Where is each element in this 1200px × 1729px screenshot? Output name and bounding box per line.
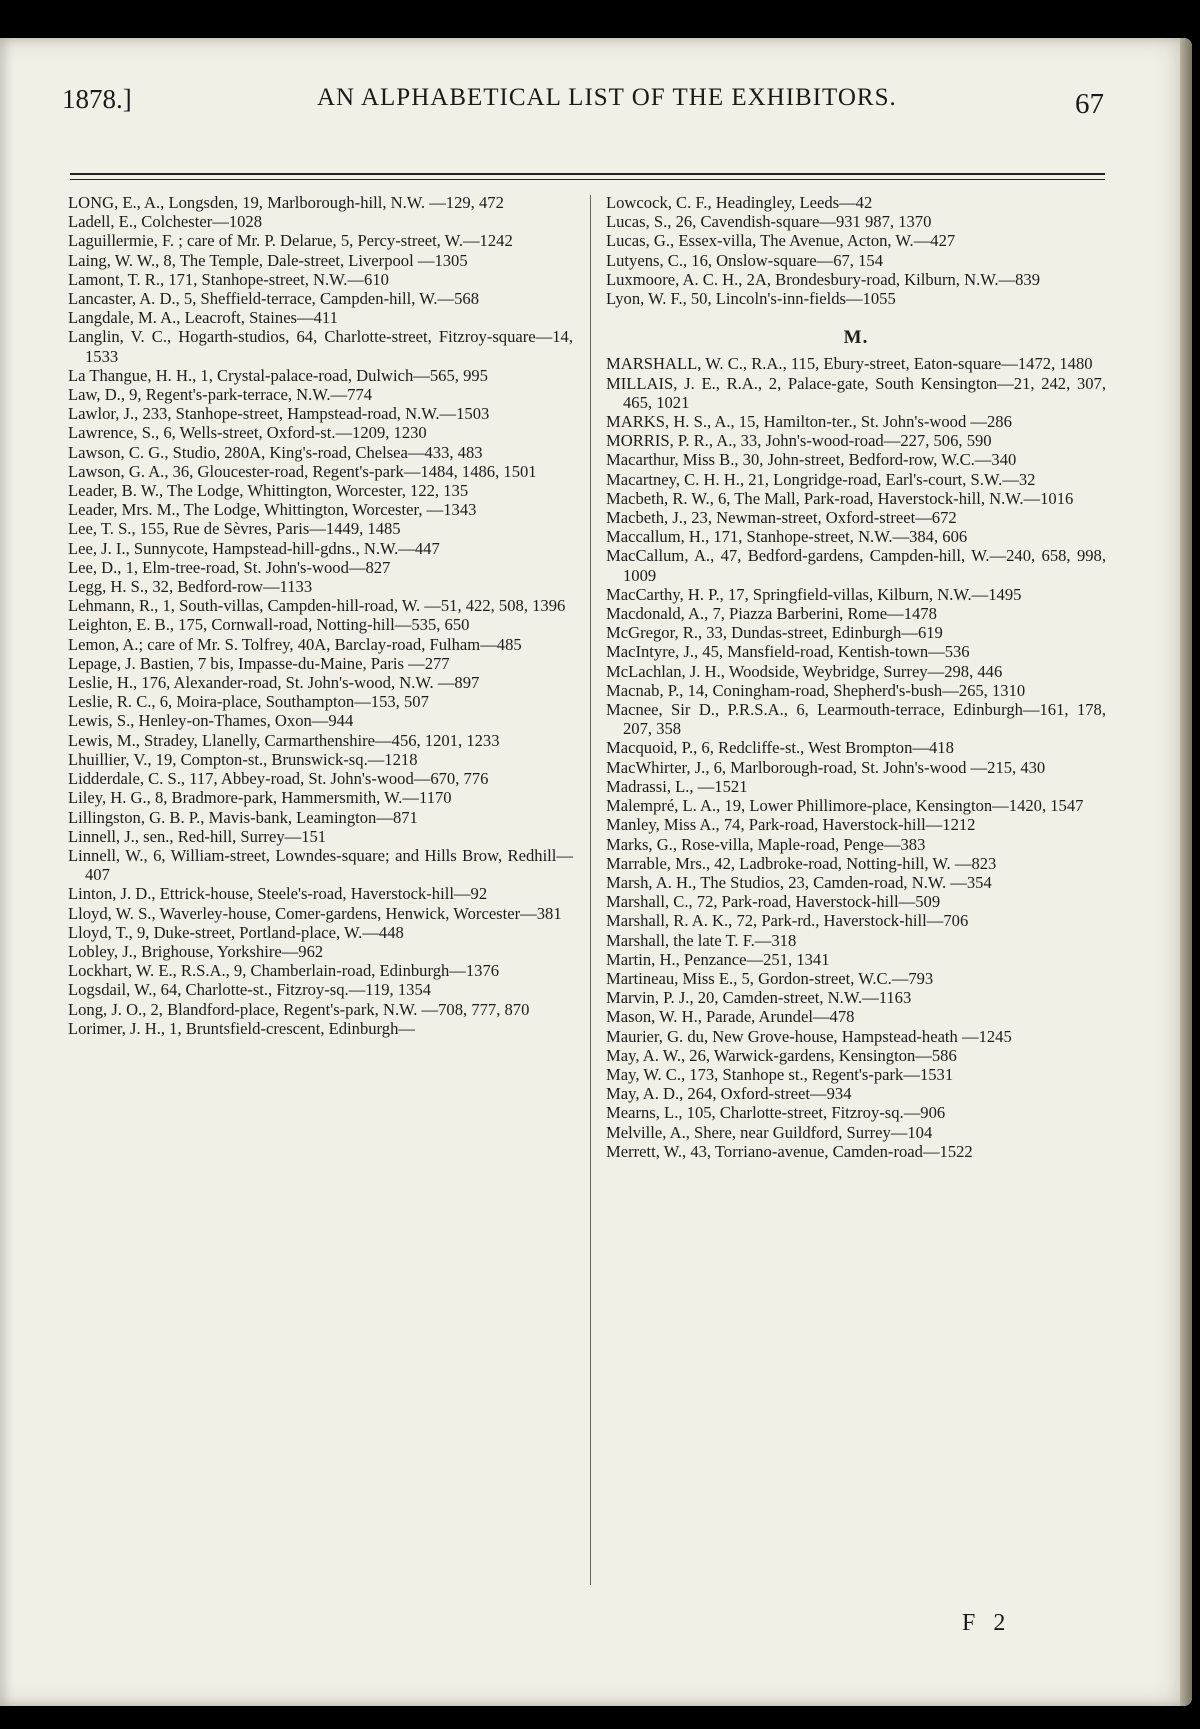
exhibitor-entry: Madrassi, L., —1521 bbox=[606, 776, 748, 796]
exhibitor-entry: Melville, A., Shere, near Guildford, Surrey—104 bbox=[606, 1122, 933, 1142]
exhibitor-entry: Linnell, W., 6, William-street, Lowndes-square; and Hills Brow, Redhill—407 bbox=[68, 845, 573, 885]
exhibitor-entry: Martineau, Miss E., 5, Gordon-street, W.C.—793 bbox=[606, 968, 934, 988]
exhibitor-entry: Legg, H. S., 32, Bedford-row—1133 bbox=[68, 577, 313, 597]
exhibitor-entry: Lee, D., 1, Elm-tree-road, St. John's-wood—827 bbox=[68, 557, 391, 577]
exhibitor-entry: Linton, J. D., Ettrick-house, Steele's-road, Haverstock-hill—92 bbox=[68, 884, 488, 904]
exhibitor-entry: Lockhart, W. E., R.S.A., 9, Chamberlain-road, Edinburgh—1376 bbox=[68, 961, 500, 981]
exhibitor-entry: Liley, H. G., 8, Bradmore-park, Hammersmith, W.—1170 bbox=[68, 788, 452, 808]
header-year: 1878.] bbox=[62, 84, 132, 114]
exhibitor-entry: Merrett, W., 43, Torriano-avenue, Camden-road—1522 bbox=[606, 1141, 973, 1161]
exhibitor-entry: Macbeth, J., 23, Newman-street, Oxford-street—672 bbox=[606, 508, 957, 528]
exhibitor-entry: Long, J. O., 2, Blandford-place, Regent's-park, N.W. —708, 777, 870 bbox=[68, 999, 530, 1019]
header-rule-thin bbox=[70, 179, 1105, 180]
exhibitor-entry: Logsdail, W., 64, Charlotte-st., Fitzroy-sq.—119, 1354 bbox=[68, 980, 432, 1000]
exhibitor-entry: Mearns, L., 105, Charlotte-street, Fitzroy-sq.—906 bbox=[606, 1103, 946, 1123]
exhibitor-entry: Lidderdale, C. S., 117, Abbey-road, St. John's-wood—670, 776 bbox=[68, 769, 489, 789]
exhibitor-entry: Lucas, G., Essex-villa, The Avenue, Acton, W.—427 bbox=[606, 231, 956, 251]
exhibitor-entry: Lloyd, W. S., Waverley-house, Comer-gardens, Henwick, Worcester—381 bbox=[68, 903, 562, 923]
right-column bbox=[606, 193, 1106, 1161]
exhibitor-entry: May, W. C., 173, Stanhope st., Regent's-park—1531 bbox=[606, 1064, 954, 1084]
exhibitor-entry: Maurier, G. du, New Grove-house, Hampstead-heath —1245 bbox=[606, 1026, 1012, 1046]
exhibitor-entry: Lowcock, C. F., Headingley, Leeds—42 bbox=[606, 193, 873, 212]
exhibitor-entry: Lancaster, A. D., 5, Sheffield-terrace, Campden-hill, W.—568 bbox=[68, 289, 479, 309]
exhibitor-entry: Lutyens, C., 16, Onslow-square—67, 154 bbox=[606, 250, 883, 270]
exhibitor-entry: MacWhirter, J., 6, Marlborough-road, St. John's-wood —215, 430 bbox=[606, 757, 1046, 777]
exhibitor-entry: Lucas, S., 26, Cavendish-square—931 987, 1370 bbox=[606, 212, 932, 232]
header-rule-thick bbox=[70, 173, 1105, 175]
exhibitor-entry: Lee, T. S., 155, Rue de Sèvres, Paris—1449, 1485 bbox=[68, 519, 401, 539]
exhibitor-entry: Lloyd, T., 9, Duke-street, Portland-place, W.—448 bbox=[68, 922, 404, 942]
exhibitor-entry: Lee, J. I., Sunnycote, Hampstead-hill-gdns., N.W.—447 bbox=[68, 538, 440, 558]
exhibitor-entry: Marsh, A. H., The Studios, 23, Camden-road, N.W. —354 bbox=[606, 872, 992, 892]
exhibitor-entry: Langlin, V. C., Hogarth-studios, 64, Charlotte-street, Fitzroy-square—14, 1533 bbox=[68, 327, 573, 366]
exhibitor-entry: Malempré, L. A., 19, Lower Phillimore-place, Kensington—1420, 1547 bbox=[606, 796, 1084, 816]
page-number: 67 bbox=[1075, 88, 1104, 120]
exhibitor-entry: Macquoid, P., 6, Redcliffe-st., West Brompton—418 bbox=[606, 738, 954, 758]
column-divider bbox=[590, 195, 591, 1585]
exhibitor-entry: Lillingston, G. B. P., Mavis-bank, Leamington—871 bbox=[68, 807, 418, 827]
exhibitor-entry: Marvin, P. J., 20, Camden-street, N.W.—1163 bbox=[606, 988, 912, 1008]
exhibitor-entry: Lemon, A.; care of Mr. S. Tolfrey, 40A, Barclay-road, Fulham—485 bbox=[68, 634, 522, 654]
exhibitor-entry: MacCallum, A., 47, Bedford-gardens, Campden-hill, W.—240, 658, 998, 1009 bbox=[606, 546, 1106, 585]
exhibitor-entry: Macnab, P., 14, Coningham-road, Shepherd's-bush—265, 1310 bbox=[606, 680, 1026, 700]
exhibitor-entry: MacCarthy, H. P., 17, Springfield-villas, Kilburn, N.W.—1495 bbox=[606, 584, 1022, 604]
exhibitor-entry: MORRIS, P. R., A., 33, John's-wood-road—227, 506, 590 bbox=[606, 431, 992, 451]
exhibitor-entry: May, A. W., 26, Warwick-gardens, Kensington—586 bbox=[606, 1045, 957, 1065]
page-edge bbox=[1180, 38, 1192, 1706]
exhibitor-entry: Leslie, R. C., 6, Moira-place, Southampton—153, 507 bbox=[68, 692, 429, 712]
exhibitor-entry: Lewis, S., Henley-on-Thames, Oxon—944 bbox=[68, 711, 354, 731]
exhibitor-entry: Maccallum, H., 171, Stanhope-street, N.W.—384, 606 bbox=[606, 527, 968, 547]
exhibitor-entry: Macartney, C. H. H., 21, Longridge-road, Earl's-court, S.W.—32 bbox=[606, 469, 1036, 489]
exhibitor-entry: Martin, H., Penzance—251, 1341 bbox=[606, 949, 830, 969]
exhibitor-entry: Leighton, E. B., 175, Cornwall-road, Notting-hill—535, 650 bbox=[68, 615, 470, 635]
exhibitor-entry: Lawson, C. G., Studio, 280A, King's-road, Chelsea—433, 483 bbox=[68, 442, 483, 462]
exhibitor-entry: Lamont, T. R., 171, Stanhope-street, N.W.—610 bbox=[68, 269, 389, 289]
right-column-l-entries bbox=[606, 193, 1106, 308]
exhibitor-entry: Law, D., 9, Regent's-park-terrace, N.W.—774 bbox=[68, 385, 373, 405]
exhibitor-entry: Lawlor, J., 233, Stanhope-street, Hampstead-road, N.W.—1503 bbox=[68, 404, 490, 424]
exhibitor-entry: Marshall, the late T. F.—318 bbox=[606, 930, 797, 950]
exhibitor-entry: Marks, G., Rose-villa, Maple-road, Penge—383 bbox=[606, 834, 926, 854]
exhibitor-entry: Macarthur, Miss B., 30, John-street, Bedford-row, W.C.—340 bbox=[606, 450, 1017, 470]
exhibitor-entry: Lyon, W. F., 50, Lincoln's-inn-fields—1055 bbox=[606, 289, 896, 309]
exhibitor-entry: MARSHALL, W. C., R.A., 115, Ebury-street, Eaton-square—1472, 1480 bbox=[606, 354, 1093, 374]
exhibitor-entry: Marrable, Mrs., 42, Ladbroke-road, Notting-hill, W. —823 bbox=[606, 853, 997, 873]
exhibitor-entry: Luxmoore, A. C. H., 2A, Brondesbury-road, Kilburn, N.W.—839 bbox=[606, 269, 1041, 289]
exhibitor-entry: Marshall, C., 72, Park-road, Haverstock-hill—509 bbox=[606, 892, 941, 912]
exhibitor-entry: Lobley, J., Brighouse, Yorkshire—962 bbox=[68, 941, 324, 961]
exhibitor-entry: Linnell, J., sen., Red-hill, Surrey—151 bbox=[68, 826, 327, 846]
exhibitor-entry: Laing, W. W., 8, The Temple, Dale-street, Liverpool —1305 bbox=[68, 250, 468, 270]
exhibitor-entry: Leader, Mrs. M., The Lodge, Whittington, Worcester, —1343 bbox=[68, 500, 477, 520]
right-column-m-entries bbox=[606, 354, 1106, 1161]
exhibitor-entry: La Thangue, H. H., 1, Crystal-palace-road, Dulwich—565, 995 bbox=[68, 365, 488, 385]
exhibitor-entry: Leader, B. W., The Lodge, Whittington, Worcester, 122, 135 bbox=[68, 481, 469, 501]
exhibitor-entry: Laguillermie, F. ; care of Mr. P. Delarue, 5, Percy-street, W.—1242 bbox=[68, 231, 513, 251]
exhibitor-entry: MARKS, H. S., A., 15, Hamilton-ter., St. John's-wood —286 bbox=[606, 412, 1012, 432]
exhibitor-entry: May, A. D., 264, Oxford-street—934 bbox=[606, 1084, 852, 1104]
header-title: AN ALPHABETICAL LIST OF THE EXHIBITORS. bbox=[317, 84, 897, 111]
exhibitor-entry: Leslie, H., 176, Alexander-road, St. John's-wood, N.W. —897 bbox=[68, 673, 480, 693]
exhibitor-entry: Lehmann, R., 1, South-villas, Campden-hill-road, W. —51, 422, 508, 1396 bbox=[68, 596, 566, 616]
exhibitor-entry: Marshall, R. A. K., 72, Park-rd., Haverstock-hill—706 bbox=[606, 911, 969, 931]
exhibitor-entry: McGregor, R., 33, Dundas-street, Edinburgh—619 bbox=[606, 623, 943, 643]
exhibitor-entry: MacIntyre, J., 45, Mansfield-road, Kentish-town—536 bbox=[606, 642, 970, 662]
exhibitor-entry: Langdale, M. A., Leacroft, Staines—411 bbox=[68, 308, 338, 328]
exhibitor-entry: Lewis, M., Stradey, Llanelly, Carmarthenshire—456, 1201, 1233 bbox=[68, 730, 500, 750]
section-heading-m: M. bbox=[843, 327, 869, 349]
exhibitor-entry: Lhuillier, V., 19, Compton-st., Brunswick-sq.—1218 bbox=[68, 749, 418, 769]
signature-mark: F 2 bbox=[962, 1610, 1012, 1636]
exhibitor-entry: Mason, W. H., Parade, Arundel—478 bbox=[606, 1007, 855, 1027]
exhibitor-entry: MILLAIS, J. E., R.A., 2, Palace-gate, South Kensington—21, 242, 307, 465, 1021 bbox=[606, 373, 1106, 412]
exhibitor-entry: LONG, E., A., Longsden, 19, Marlborough-hill, N.W. —129, 472 bbox=[68, 193, 504, 212]
left-column bbox=[68, 193, 573, 1038]
exhibitor-entry: Macbeth, R. W., 6, The Mall, Park-road, Haverstock-hill, N.W.—1016 bbox=[606, 488, 1074, 508]
exhibitor-entry: Manley, Miss A., 74, Park-road, Haverstock-hill—1212 bbox=[606, 815, 976, 835]
running-header bbox=[62, 84, 1112, 154]
exhibitor-entry: Lepage, J. Bastien, 7 bis, Impasse-du-Maine, Paris —277 bbox=[68, 653, 450, 673]
exhibitor-entry: Lawson, G. A., 36, Gloucester-road, Regent's-park—1484, 1486, 1501 bbox=[68, 461, 537, 481]
exhibitor-entry: Ladell, E., Colchester—1028 bbox=[68, 212, 263, 232]
exhibitor-entry: McLachlan, J. H., Woodside, Weybridge, Surrey—298, 446 bbox=[606, 661, 1003, 681]
exhibitor-entry: Lorimer, J. H., 1, Bruntsfield-crescent, Edinburgh— bbox=[68, 1018, 415, 1038]
exhibitor-entry: Lawrence, S., 6, Wells-street, Oxford-st.—1209, 1230 bbox=[68, 423, 427, 443]
exhibitor-entry: Macdonald, A., 7, Piazza Barberini, Rome—1478 bbox=[606, 604, 937, 624]
exhibitor-entry: Macnee, Sir D., P.R.S.A., 6, Learmouth-terrace, Edinburgh—161, 178, 207, 358 bbox=[606, 700, 1106, 739]
